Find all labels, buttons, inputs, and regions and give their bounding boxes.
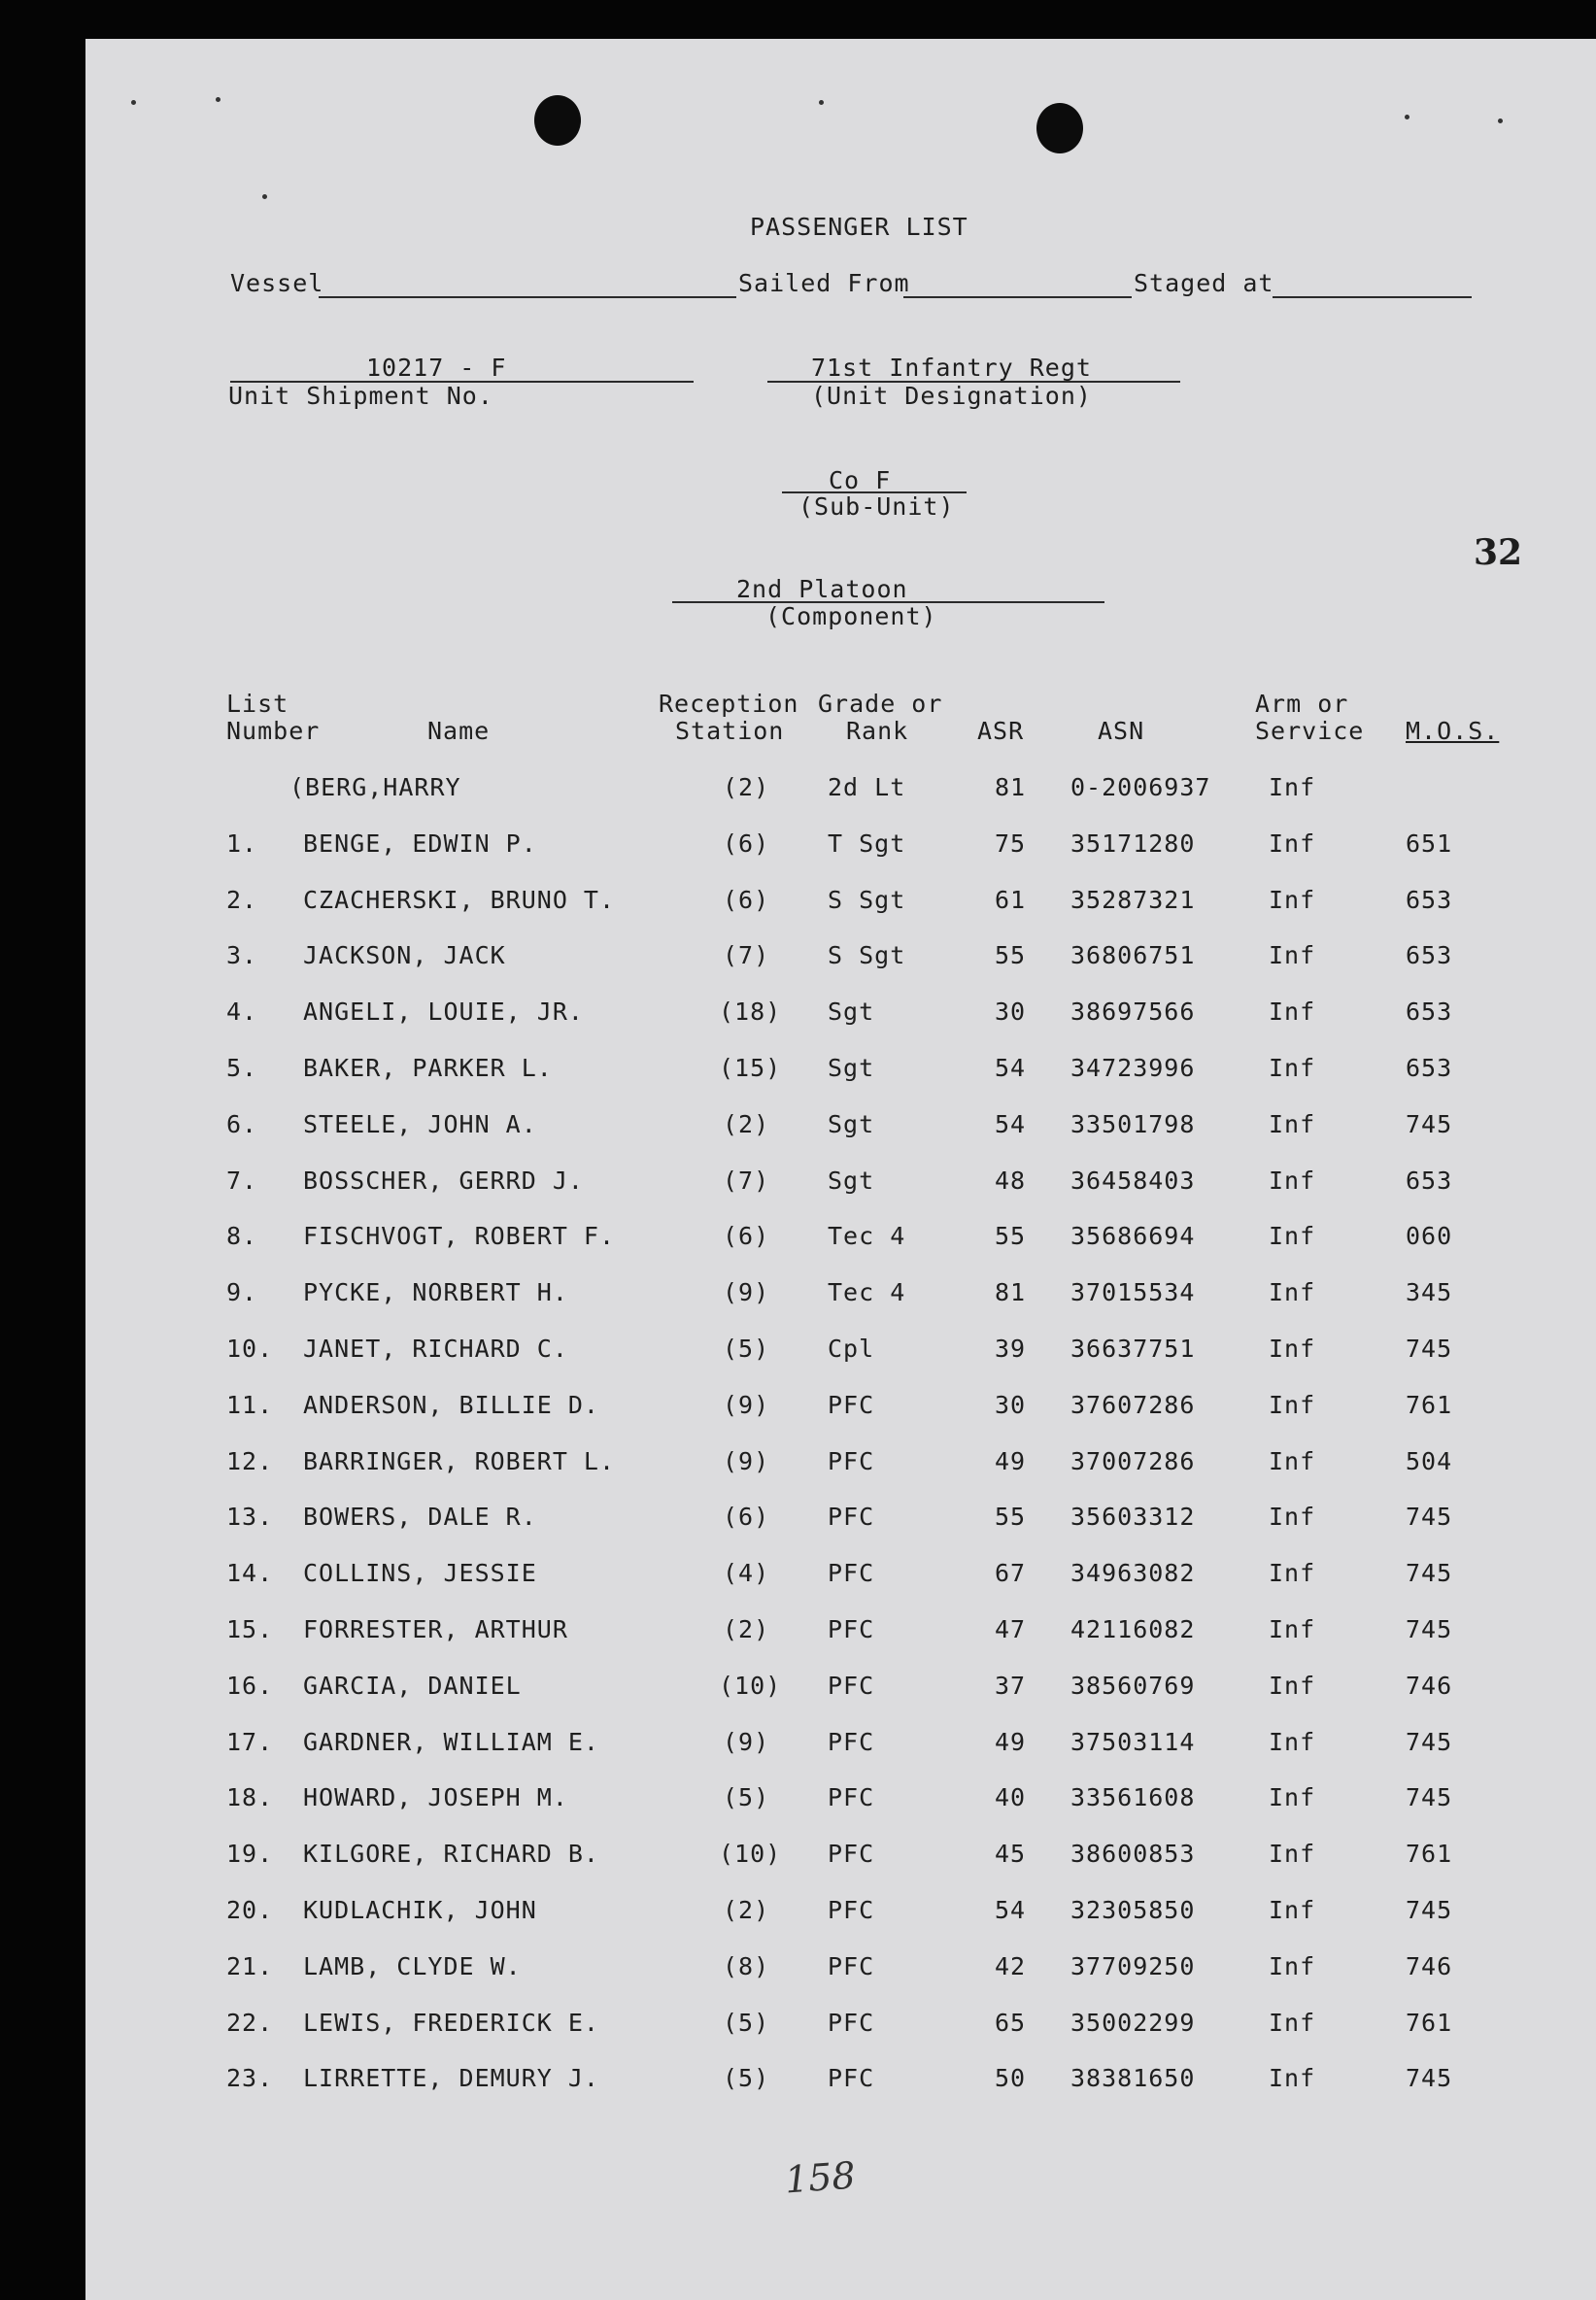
asn-cell: 35287321 bbox=[1070, 886, 1196, 914]
asn-cell: 0-2006937 bbox=[1070, 773, 1211, 801]
grade-cell: Sgt bbox=[828, 1167, 875, 1195]
mos-cell: 651 bbox=[1406, 829, 1453, 858]
list-number-cell: 17. bbox=[226, 1728, 274, 1756]
list-number-cell: 12. bbox=[226, 1447, 274, 1475]
asn-cell: 36458403 bbox=[1070, 1167, 1196, 1195]
mos-cell: 761 bbox=[1406, 2009, 1453, 2037]
asr-cell: 54 bbox=[995, 1110, 1027, 1138]
list-number-cell: 22. bbox=[226, 2009, 274, 2037]
mos-cell: 653 bbox=[1406, 1054, 1453, 1082]
asr-cell: 54 bbox=[995, 1896, 1027, 1924]
asn-cell: 37015534 bbox=[1070, 1278, 1196, 1306]
list-number-cell: 23. bbox=[226, 2064, 274, 2092]
name-cell: JACKSON, JACK bbox=[303, 941, 506, 969]
arm-service-cell: Inf bbox=[1269, 1840, 1316, 1868]
punch-hole-left bbox=[534, 95, 581, 146]
arm-service-cell: Inf bbox=[1269, 829, 1316, 858]
arm-service-cell: Inf bbox=[1269, 1110, 1316, 1138]
page-number: 32 bbox=[1474, 532, 1523, 573]
asr-cell: 39 bbox=[995, 1335, 1027, 1363]
unit-designation-label: (Unit Designation) bbox=[811, 382, 1092, 410]
reception-station-cell: (8) bbox=[723, 1952, 770, 1980]
asr-cell: 55 bbox=[995, 1222, 1027, 1250]
reception-station-cell: (5) bbox=[723, 2009, 770, 2037]
arm-service-cell: Inf bbox=[1269, 2064, 1316, 2092]
list-number-cell: 9. bbox=[226, 1278, 258, 1306]
mos-cell: 745 bbox=[1406, 1783, 1453, 1811]
asn-cell: 36806751 bbox=[1070, 941, 1196, 969]
mos-cell: 345 bbox=[1406, 1278, 1453, 1306]
asn-cell: 36637751 bbox=[1070, 1335, 1196, 1363]
name-cell: (BERG,HARRY bbox=[289, 773, 461, 801]
arm-service-cell: Inf bbox=[1269, 1222, 1316, 1250]
mos-cell: 761 bbox=[1406, 1840, 1453, 1868]
vessel-field-line bbox=[319, 296, 736, 298]
header-asn: ASN bbox=[1098, 717, 1145, 745]
reception-station-cell: (6) bbox=[723, 1222, 770, 1250]
reception-station-cell: (6) bbox=[723, 829, 770, 858]
header-list-number: List bbox=[226, 690, 289, 718]
grade-cell: PFC bbox=[828, 1952, 875, 1980]
reception-station-cell: (2) bbox=[723, 1615, 770, 1643]
asn-cell: 42116082 bbox=[1070, 1615, 1196, 1643]
reception-station-cell: (10) bbox=[719, 1672, 782, 1700]
speck bbox=[1405, 115, 1409, 119]
asn-cell: 35686694 bbox=[1070, 1222, 1196, 1250]
reception-station-cell: (15) bbox=[719, 1054, 782, 1082]
reception-station-cell: (6) bbox=[723, 1503, 770, 1531]
grade-cell: PFC bbox=[828, 1503, 875, 1531]
name-cell: LIRRETTE, DEMURY J. bbox=[303, 2064, 599, 2092]
name-cell: HOWARD, JOSEPH M. bbox=[303, 1783, 568, 1811]
grade-cell: PFC bbox=[828, 1728, 875, 1756]
asr-cell: 30 bbox=[995, 998, 1027, 1026]
reception-station-cell: (2) bbox=[723, 1896, 770, 1924]
arm-service-cell: Inf bbox=[1269, 941, 1316, 969]
name-cell: KUDLACHIK, JOHN bbox=[303, 1896, 537, 1924]
reception-station-cell: (10) bbox=[719, 1840, 782, 1868]
name-cell: BAKER, PARKER L. bbox=[303, 1054, 553, 1082]
arm-service-cell: Inf bbox=[1269, 1783, 1316, 1811]
list-number-cell: 7. bbox=[226, 1167, 258, 1195]
list-number-cell: 8. bbox=[226, 1222, 258, 1250]
name-cell: JANET, RICHARD C. bbox=[303, 1335, 568, 1363]
asn-cell: 37007286 bbox=[1070, 1447, 1196, 1475]
arm-service-cell: Inf bbox=[1269, 1896, 1316, 1924]
reception-station-cell: (5) bbox=[723, 1783, 770, 1811]
header-reception-station: Station bbox=[675, 717, 785, 745]
reception-station-cell: (7) bbox=[723, 1167, 770, 1195]
arm-service-cell: Inf bbox=[1269, 886, 1316, 914]
grade-cell: Sgt bbox=[828, 1110, 875, 1138]
reception-station-cell: (18) bbox=[719, 998, 782, 1026]
mos-cell: 745 bbox=[1406, 1615, 1453, 1643]
mos-cell: 504 bbox=[1406, 1447, 1453, 1475]
name-cell: GARCIA, DANIEL bbox=[303, 1672, 522, 1700]
arm-service-cell: Inf bbox=[1269, 1054, 1316, 1082]
vessel-label: Vessel bbox=[230, 269, 324, 297]
sub-unit-label: (Sub-Unit) bbox=[798, 492, 955, 521]
asr-cell: 75 bbox=[995, 829, 1027, 858]
header-list-number: Number bbox=[226, 717, 321, 745]
asn-cell: 32305850 bbox=[1070, 1896, 1196, 1924]
asn-cell: 37503114 bbox=[1070, 1728, 1196, 1756]
asr-cell: 55 bbox=[995, 941, 1027, 969]
arm-service-cell: Inf bbox=[1269, 1447, 1316, 1475]
speck bbox=[131, 100, 136, 105]
name-cell: BOWERS, DALE R. bbox=[303, 1503, 537, 1531]
list-number-cell: 5. bbox=[226, 1054, 258, 1082]
arm-service-cell: Inf bbox=[1269, 1728, 1316, 1756]
arm-service-cell: Inf bbox=[1269, 1503, 1316, 1531]
asr-cell: 54 bbox=[995, 1054, 1027, 1082]
component-label: (Component) bbox=[765, 602, 937, 630]
speck bbox=[262, 194, 267, 199]
mos-cell: 745 bbox=[1406, 1110, 1453, 1138]
mos-cell: 746 bbox=[1406, 1672, 1453, 1700]
name-cell: LAMB, CLYDE W. bbox=[303, 1952, 522, 1980]
name-cell: GARDNER, WILLIAM E. bbox=[303, 1728, 599, 1756]
grade-cell: PFC bbox=[828, 2064, 875, 2092]
asn-cell: 37709250 bbox=[1070, 1952, 1196, 1980]
reception-station-cell: (9) bbox=[723, 1278, 770, 1306]
name-cell: FISCHVOGT, ROBERT F. bbox=[303, 1222, 616, 1250]
arm-service-cell: Inf bbox=[1269, 773, 1316, 801]
mos-cell: 745 bbox=[1406, 1559, 1453, 1587]
name-cell: BARRINGER, ROBERT L. bbox=[303, 1447, 616, 1475]
list-number-cell: 18. bbox=[226, 1783, 274, 1811]
grade-cell: PFC bbox=[828, 1447, 875, 1475]
mos-cell: 653 bbox=[1406, 998, 1453, 1026]
list-number-cell: 4. bbox=[226, 998, 258, 1026]
grade-cell: PFC bbox=[828, 1391, 875, 1419]
list-number-cell: 1. bbox=[226, 829, 258, 858]
reception-station-cell: (2) bbox=[723, 1110, 770, 1138]
list-number-cell: 16. bbox=[226, 1672, 274, 1700]
reception-station-cell: (9) bbox=[723, 1391, 770, 1419]
document-title: PASSENGER LIST bbox=[750, 213, 968, 241]
list-number-cell: 2. bbox=[226, 886, 258, 914]
asn-cell: 38560769 bbox=[1070, 1672, 1196, 1700]
reception-station-cell: (2) bbox=[723, 773, 770, 801]
staged-at-field-line bbox=[1273, 296, 1472, 298]
asn-cell: 33501798 bbox=[1070, 1110, 1196, 1138]
mos-cell: 745 bbox=[1406, 1728, 1453, 1756]
staged-at-label: Staged at bbox=[1134, 269, 1274, 297]
arm-service-cell: Inf bbox=[1269, 1391, 1316, 1419]
grade-cell: PFC bbox=[828, 1840, 875, 1868]
asr-cell: 47 bbox=[995, 1615, 1027, 1643]
asn-cell: 38697566 bbox=[1070, 998, 1196, 1026]
arm-service-cell: Inf bbox=[1269, 1672, 1316, 1700]
asn-cell: 35002299 bbox=[1070, 2009, 1196, 2037]
asr-cell: 40 bbox=[995, 1783, 1027, 1811]
asr-cell: 37 bbox=[995, 1672, 1027, 1700]
grade-cell: PFC bbox=[828, 1896, 875, 1924]
mos-cell: 060 bbox=[1406, 1222, 1453, 1250]
reception-station-cell: (7) bbox=[723, 941, 770, 969]
asn-cell: 35603312 bbox=[1070, 1503, 1196, 1531]
list-number-cell: 3. bbox=[226, 941, 258, 969]
header-grade-rank: Rank bbox=[846, 717, 909, 745]
reception-station-cell: (9) bbox=[723, 1728, 770, 1756]
grade-cell: Tec 4 bbox=[828, 1278, 906, 1306]
grade-cell: PFC bbox=[828, 1559, 875, 1587]
asn-cell: 37607286 bbox=[1070, 1391, 1196, 1419]
grade-cell: Cpl bbox=[828, 1335, 875, 1363]
name-cell: BOSSCHER, GERRD J. bbox=[303, 1167, 584, 1195]
asn-cell: 33561608 bbox=[1070, 1783, 1196, 1811]
grade-cell: Tec 4 bbox=[828, 1222, 906, 1250]
grade-cell: Sgt bbox=[828, 1054, 875, 1082]
speck bbox=[1498, 118, 1503, 123]
list-number-cell: 14. bbox=[226, 1559, 274, 1587]
name-cell: ANGELI, LOUIE, JR. bbox=[303, 998, 584, 1026]
header-arm-service: Arm or bbox=[1255, 690, 1349, 718]
name-cell: ANDERSON, BILLIE D. bbox=[303, 1391, 599, 1419]
list-number-cell: 19. bbox=[226, 1840, 274, 1868]
handwritten-note: 158 bbox=[783, 2153, 857, 2202]
arm-service-cell: Inf bbox=[1269, 2009, 1316, 2037]
asr-cell: 48 bbox=[995, 1167, 1027, 1195]
header-reception-station: Reception bbox=[659, 690, 799, 718]
asn-cell: 38381650 bbox=[1070, 2064, 1196, 2092]
asn-cell: 34963082 bbox=[1070, 1559, 1196, 1587]
header-grade-rank: Grade or bbox=[818, 690, 943, 718]
arm-service-cell: Inf bbox=[1269, 1335, 1316, 1363]
name-cell: FORRESTER, ARTHUR bbox=[303, 1615, 568, 1643]
list-number-cell: 15. bbox=[226, 1615, 274, 1643]
list-number-cell: 21. bbox=[226, 1952, 274, 1980]
punch-hole-right bbox=[1036, 103, 1083, 153]
grade-cell: PFC bbox=[828, 2009, 875, 2037]
asn-cell: 34723996 bbox=[1070, 1054, 1196, 1082]
grade-cell: PFC bbox=[828, 1672, 875, 1700]
unit-shipment-no: 10217 - F bbox=[366, 354, 507, 382]
reception-station-cell: (5) bbox=[723, 2064, 770, 2092]
speck bbox=[216, 97, 221, 102]
asr-cell: 49 bbox=[995, 1728, 1027, 1756]
reception-station-cell: (6) bbox=[723, 886, 770, 914]
asr-cell: 55 bbox=[995, 1503, 1027, 1531]
asn-cell: 38600853 bbox=[1070, 1840, 1196, 1868]
mos-cell: 653 bbox=[1406, 941, 1453, 969]
asr-cell: 45 bbox=[995, 1840, 1027, 1868]
header-arm-service: Service bbox=[1255, 717, 1365, 745]
reception-station-cell: (5) bbox=[723, 1335, 770, 1363]
asr-cell: 61 bbox=[995, 886, 1027, 914]
list-number-cell: 13. bbox=[226, 1503, 274, 1531]
asr-cell: 42 bbox=[995, 1952, 1027, 1980]
asn-cell: 35171280 bbox=[1070, 829, 1196, 858]
name-cell: BENGE, EDWIN P. bbox=[303, 829, 537, 858]
unit-designation: 71st Infantry Regt bbox=[811, 354, 1092, 382]
list-number-cell: 11. bbox=[226, 1391, 274, 1419]
name-cell: STEELE, JOHN A. bbox=[303, 1110, 537, 1138]
arm-service-cell: Inf bbox=[1269, 1167, 1316, 1195]
grade-cell: S Sgt bbox=[828, 941, 906, 969]
reception-station-cell: (4) bbox=[723, 1559, 770, 1587]
grade-cell: Sgt bbox=[828, 998, 875, 1026]
header-asr: ASR bbox=[977, 717, 1025, 745]
arm-service-cell: Inf bbox=[1269, 1559, 1316, 1587]
asr-cell: 65 bbox=[995, 2009, 1027, 2037]
arm-service-cell: Inf bbox=[1269, 1615, 1316, 1643]
asr-cell: 81 bbox=[995, 1278, 1027, 1306]
grade-cell: PFC bbox=[828, 1783, 875, 1811]
header-name: Name bbox=[427, 717, 491, 745]
grade-cell: PFC bbox=[828, 1615, 875, 1643]
mos-cell: 653 bbox=[1406, 886, 1453, 914]
arm-service-cell: Inf bbox=[1269, 1278, 1316, 1306]
reception-station-cell: (9) bbox=[723, 1447, 770, 1475]
sailed-from-field-line bbox=[903, 296, 1132, 298]
asr-cell: 49 bbox=[995, 1447, 1027, 1475]
unit-shipment-label: Unit Shipment No. bbox=[228, 382, 493, 410]
grade-cell: 2d Lt bbox=[828, 773, 906, 801]
arm-service-cell: Inf bbox=[1269, 998, 1316, 1026]
name-cell: COLLINS, JESSIE bbox=[303, 1559, 537, 1587]
sub-unit: Co F bbox=[829, 466, 892, 494]
name-cell: KILGORE, RICHARD B. bbox=[303, 1840, 599, 1868]
mos-cell: 745 bbox=[1406, 2064, 1453, 2092]
list-number-cell: 20. bbox=[226, 1896, 274, 1924]
mos-cell: 761 bbox=[1406, 1391, 1453, 1419]
component: 2nd Platoon bbox=[736, 575, 908, 603]
grade-cell: T Sgt bbox=[828, 829, 906, 858]
asr-cell: 67 bbox=[995, 1559, 1027, 1587]
asr-cell: 81 bbox=[995, 773, 1027, 801]
speck bbox=[819, 100, 824, 105]
grade-cell: S Sgt bbox=[828, 886, 906, 914]
sailed-from-label: Sailed From bbox=[738, 269, 910, 297]
list-number-cell: 10. bbox=[226, 1335, 274, 1363]
asr-cell: 50 bbox=[995, 2064, 1027, 2092]
mos-cell: 745 bbox=[1406, 1896, 1453, 1924]
name-cell: PYCKE, NORBERT H. bbox=[303, 1278, 568, 1306]
arm-service-cell: Inf bbox=[1269, 1952, 1316, 1980]
asr-cell: 30 bbox=[995, 1391, 1027, 1419]
mos-cell: 745 bbox=[1406, 1503, 1453, 1531]
mos-cell: 745 bbox=[1406, 1335, 1453, 1363]
header-mos: M.O.S. bbox=[1406, 717, 1500, 745]
name-cell: CZACHERSKI, BRUNO T. bbox=[303, 886, 616, 914]
name-cell: LEWIS, FREDERICK E. bbox=[303, 2009, 599, 2037]
mos-cell: 653 bbox=[1406, 1167, 1453, 1195]
mos-cell: 746 bbox=[1406, 1952, 1453, 1980]
list-number-cell: 6. bbox=[226, 1110, 258, 1138]
